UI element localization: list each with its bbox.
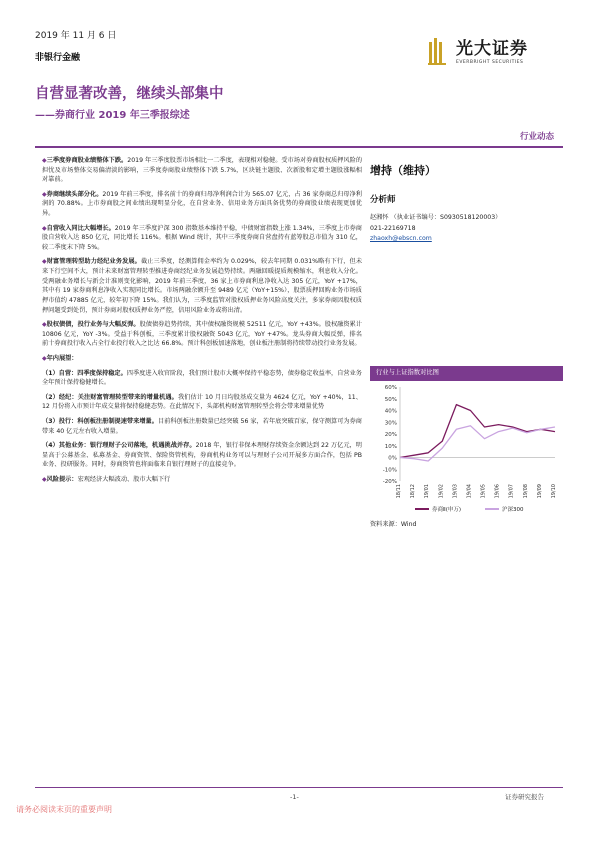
outlook-item-heading: （2）经纪：关注财富管理转型带来的增量机遇。	[42, 393, 178, 401]
diamond-bullet-icon: ◆	[42, 157, 47, 164]
footer-divider	[35, 787, 563, 788]
paragraph-text: 2019 年三季度沪深 300 指数基本维持平稳，中债财富指数上涨 1.34%，三季度上市券商股自营收入达 850 亿元，同比增长 116%。根据 Wind 统计，其中三季度券商自营盘持有蓝筹股总市值为 310 亿，较二季度末下降 5%。	[42, 224, 362, 251]
outlook-item-heading: （4）其他业务：银行理财子公司落地，机遇挑战并存。	[42, 442, 196, 450]
comparison-chart	[370, 381, 563, 516]
outlook-item-text: 四季度进入收官阶段，我们预计股市大概率保持平稳态势，债券稳定收益率，自营业务全年预计保持稳健增长。	[42, 369, 362, 387]
x-tick-label: 19/05	[480, 484, 487, 499]
y-tick-label: -10%	[382, 467, 397, 474]
paragraph-heading: 券商继续头部分化。	[46, 190, 103, 198]
diamond-bullet-icon: ◆	[42, 354, 47, 362]
x-tick-label: 18/12	[410, 484, 417, 499]
analyst-license: （执业证书编号：S0930518120003）	[390, 214, 502, 221]
x-tick-label: 19/04	[466, 484, 473, 499]
y-tick-label: 40%	[384, 408, 397, 415]
disclaimer-stamp: 请务必阅读末页的重要声明	[16, 805, 112, 814]
paragraph-text: 2019 年前三季度，排名前十的券商归母净利润合计为 565.07 亿元，占 36 家券商总归母净利润的 70.88%。上市券商股之间业绩出现明显分化，在自营业务、信用业务方面具备优势的券商股业绩表现更加优异。	[42, 190, 362, 218]
outlook-item	[42, 393, 362, 412]
investment-rating: 增持（维持）	[370, 164, 436, 177]
analyst-heading: 分析师	[370, 195, 396, 205]
title-divider	[35, 146, 563, 148]
x-tick-label: 19/09	[536, 484, 543, 499]
x-tick-label: 19/03	[452, 484, 459, 499]
legend-label: 券商Ⅱ(申万)	[432, 507, 461, 513]
analyst-phone: 021-22169718	[370, 224, 416, 232]
outlook-item	[42, 369, 362, 388]
diamond-bullet-icon: ◆	[42, 224, 47, 232]
report-date: 2019 年 11 月 6 日	[35, 31, 117, 41]
summary-paragraph	[42, 320, 362, 349]
page-number: -1-	[290, 793, 299, 801]
summary-paragraph	[42, 156, 362, 185]
outlook-item-text: 2018 年，银行非保本理财存续资金余额达到 22 万亿元，明显高于公募基金、私募基金、券商资管、保险资管机构，券商机构业务可以与理财子公司开展多方面合作，包括 PB 业务、投研服务。同时，券商资管也将面临来自银行理财子的直接竞争。	[42, 442, 362, 469]
diamond-bullet-icon: ◆	[42, 476, 47, 484]
risk-warning	[42, 475, 362, 485]
outlook-heading: ◆年内展望：	[42, 354, 78, 362]
analyst-info	[370, 213, 501, 245]
logo-name-cn: 光大证券	[456, 39, 528, 59]
x-tick-label: 19/01	[424, 484, 431, 499]
diamond-bullet-icon: ◆	[42, 190, 47, 198]
analyst-email-link[interactable]: zhaoxh@ebscn.com	[370, 235, 432, 243]
x-tick-label: 19/06	[494, 484, 501, 499]
paragraph-heading: 股权债债，投行业务与大幅反弹。	[46, 321, 140, 329]
y-tick-label: -20%	[382, 479, 397, 485]
paragraph-text: 2019 年三季度股票市场相比一二季度，表现相对稳健。受市场对券商股权质押风险的担忧及市场整体交易偏清淡的影响，三季度券商股业绩整体下跌 5.7%，区块链主题股、次新股和定增主题股涨幅相对靠前。	[42, 157, 363, 184]
outlook-item	[42, 441, 362, 470]
report-subtitle: ——券商行业 2019 年三季报综述	[35, 110, 190, 121]
main-content	[42, 156, 362, 490]
outlook-item-text: 目前科创板注册数量已经突破 56 家，若年底突破百家，保守测算可为券商带来 40 亿元左右收入增量。	[42, 418, 362, 435]
company-logo	[428, 36, 563, 72]
x-tick-label: 19/02	[438, 484, 445, 499]
series-line	[400, 426, 555, 461]
y-tick-label: 50%	[384, 396, 397, 403]
y-tick-label: 20%	[384, 432, 397, 438]
logo-name-en: EVERBRIGHT SECURITIES	[456, 60, 524, 65]
summary-paragraph	[42, 190, 362, 219]
sector-label: 非银行金融	[35, 53, 81, 63]
y-tick-label: 30%	[384, 420, 397, 427]
paragraph-heading: 财富管理转型助力经纪业务发展。	[46, 258, 141, 266]
analyst-name: 赵湘怀	[370, 214, 389, 221]
summary-paragraph	[42, 257, 362, 315]
legend-label: 沪深300	[502, 507, 524, 513]
summary-paragraph	[42, 224, 362, 253]
x-tick-label: 18/11	[396, 484, 402, 499]
report-title: 自营显著改善，继续头部集中	[35, 86, 224, 102]
report-type-tag: 行业动态	[520, 132, 555, 142]
y-tick-label: 0%	[388, 455, 397, 462]
chart-title: 行业与上证指数对比图	[370, 366, 563, 381]
paragraph-heading: 自营收入同比大幅增长。	[46, 224, 115, 232]
outlook-item-text: 我们估计 10 月日均股基成交量为 4624 亿元，YoY +40%，11、12 月份将入市预计年成交量将保持稳健态势。在此情况下，头部机构财富管理转型会将会带来增量优势	[42, 393, 362, 411]
x-tick-label: 19/10	[551, 484, 557, 499]
y-tick-label: 60%	[384, 385, 397, 391]
risk-heading: 风险提示：	[46, 476, 78, 484]
diamond-bullet-icon: ◆	[42, 321, 47, 329]
x-tick-label: 19/07	[508, 484, 515, 499]
y-tick-label: 10%	[384, 443, 397, 450]
outlook-item	[42, 417, 362, 436]
paragraph-text: 截止三季度，经测算佣金率约为 0.029%，较去年同期 0.031%略有下行，但未来下行空间不大，预计未来财富管理转型推进券商经纪业务发展趋势持续。两融回暖提质规模缩水，利息收入分化。受两融业务增长与新会计准则变化影响，2019 年前三季度，36 家上市券商利息净收入达 305 亿元，YoY +17%，其中有 19 家券商利息净收入实现同比增长。市场两融余额升至 9489 亿元（YoY+15%），股票质押回购业务市场质押市值约 47885 亿元，较年初下降 15%。我们认为，三季度监管对股权质押业务风险高度关注，多家券商因股权质押问题受到处罚，预计券商对股权质押业务严控，信用风险业务或将出清。	[42, 258, 363, 314]
x-tick-label: 19/08	[522, 484, 529, 499]
diamond-bullet-icon: ◆	[42, 258, 47, 266]
risk-text: 宏观经济大幅波动、股市大幅下行	[77, 476, 171, 484]
logo-mark-icon	[428, 36, 450, 66]
footer-label: 证券研究报告	[505, 793, 544, 801]
outlook-item-heading: （3）投行：科创板注册制提速带来增量。	[42, 418, 158, 426]
paragraph-heading: 三季度券商股业绩整体下跌。	[46, 157, 128, 164]
outlook-item-heading: （1）自营：四季度保持稳定。	[42, 369, 127, 377]
paragraph-text: 股债债券趋势持续，其中债权融资规模 52511 亿元，YoY +43%。股权融资累计 10806 亿元，YoY -3%。受益于科创板，三季度累计股权融资 5043 亿元，YoY +47%。龙头券商大幅反弹，排名前十券商投行收入占全行业投行收入之比达 66.8%。预计科创板加速落地，创业板注册制将持续带动投行业务发展。	[42, 321, 362, 348]
chart-svg	[370, 381, 563, 516]
chart-source: 资料来源：Wind	[370, 521, 417, 528]
